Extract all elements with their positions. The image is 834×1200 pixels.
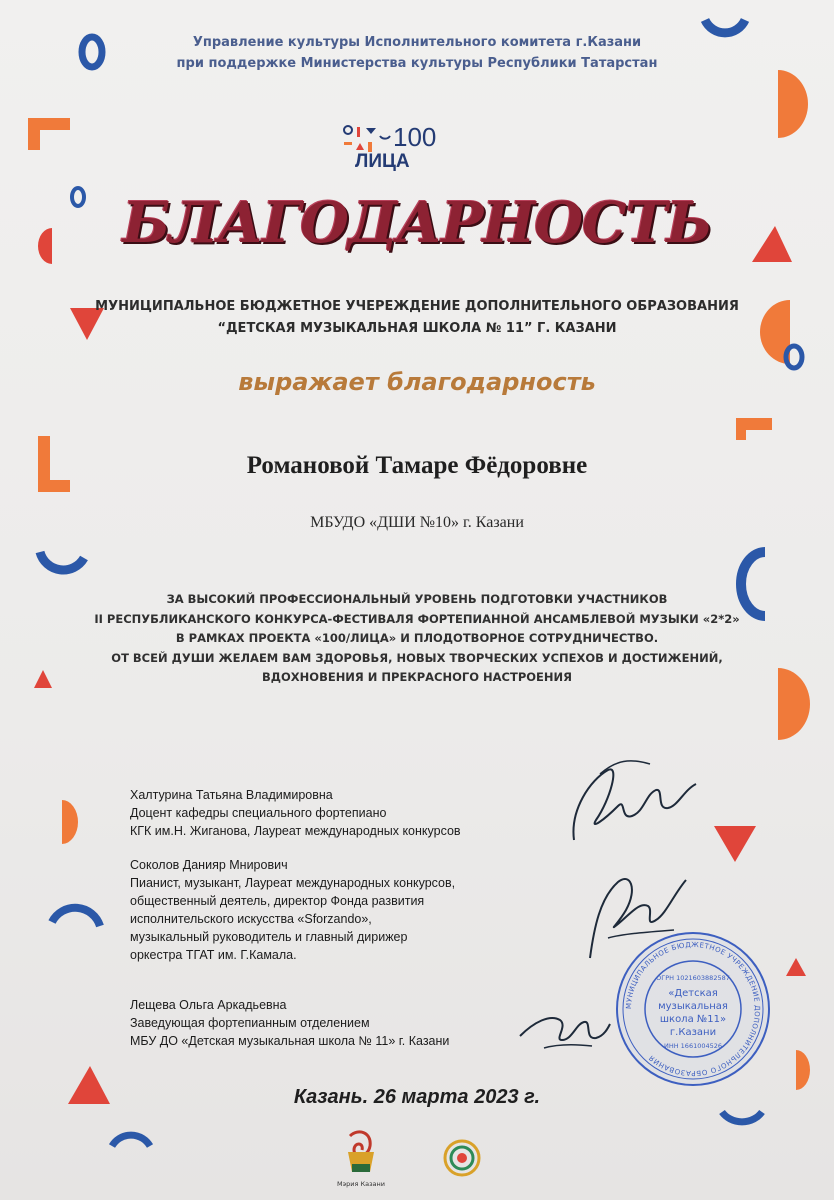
stamp-center-line: школа №11» xyxy=(659,1014,727,1025)
signatory-line: Лещева Ольга Аркадьевна xyxy=(130,998,287,1012)
body-line: ВДОХНОВЕНИЯ И ПРЕКРАСНОГО НАСТРОЕНИЯ xyxy=(262,670,572,684)
stamp-ring-text: МУНИЦИПАЛЬНОЕ БЮДЖЕТНОЕ УЧРЕЖДЕНИЕ ДОПОЛНИТЕЛЬНОГО ОБРАЗОВАНИЯ xyxy=(624,940,762,1078)
stamp-inn: ИНН 1661004526 xyxy=(663,1042,723,1050)
decor-half-disc xyxy=(62,800,78,844)
recipient-name: Романовой Тамаре Фёдоровне xyxy=(246,452,588,479)
stamp-ogrn: ОГРН 1021603882587 xyxy=(656,974,730,982)
signatory-line: Доцент кафедры специального фортепиано xyxy=(130,806,387,820)
signatory-line: Соколов Данияр Мнирович xyxy=(130,858,288,872)
decor-arc xyxy=(705,20,745,33)
city-date: Казань. 26 марта 2023 г. xyxy=(293,1086,541,1108)
signatory-2 xyxy=(130,856,455,964)
header xyxy=(0,32,834,74)
logo-word: ЛИЦА xyxy=(355,151,410,172)
decor-half-disc xyxy=(778,70,808,138)
official-stamp xyxy=(614,930,772,1088)
body-line: ЗА ВЫСОКИЙ ПРОФЕССИОНАЛЬНЫЙ УРОВЕНЬ ПОДГОТОВКИ УЧАСТНИКОВ xyxy=(166,592,668,606)
decor-triangle xyxy=(786,958,806,976)
organization-line-1: МУНИЦИПАЛЬНОЕ БЮДЖЕТНОЕ УЧЕРЕЖДЕНИЕ ДОПОЛНИТЕЛЬНОГО ОБРАЗОВАНИЯ xyxy=(95,299,739,314)
header-line-2: при поддержке Министерства культуры Республики Татарстан xyxy=(176,56,658,71)
signatory-line: Пианист, музыкант, Лауреат международных конкурсов, xyxy=(130,876,456,890)
signatory-line: МБУ ДО «Детская музыкальная школа № 11» г. Казани xyxy=(130,1034,450,1048)
stamp-center-line: музыкальная xyxy=(658,1001,728,1012)
expresses-gratitude: выражает благодарность xyxy=(238,368,596,396)
decor-half-disc xyxy=(796,1050,810,1090)
signatory-line: исполнительского искусства «Sforzando», xyxy=(130,912,372,926)
signatory-line: Халтурина Татьяна Владимировна xyxy=(130,788,333,802)
decor-arc xyxy=(40,552,84,570)
body-line: II РЕСПУБЛИКАНСКОГО КОНКУРСА-ФЕСТИВАЛЯ ФОРТЕПИАННОЙ АНСАМБЛЕВОЙ МУЗЫКИ «2*2» xyxy=(94,611,740,626)
signatory-line: оркестра ТГАТ им. Г.Камала. xyxy=(130,948,297,962)
decor-triangle xyxy=(714,826,756,862)
decor-arc xyxy=(112,1135,150,1146)
recipient-organization: МБУДО «ДШИ №10» г. Казани xyxy=(310,514,524,531)
signature-1-drawing xyxy=(560,750,710,850)
signatory-line: КГК им.Н. Жиганова, Лауреат международных конкурсов xyxy=(130,824,461,838)
organization-line-2: “ДЕТСКАЯ МУЗЫКАЛЬНАЯ ШКОЛА № 11” Г. КАЗАНИ xyxy=(217,321,617,336)
footer-logo-caption: Мэрия Казани xyxy=(336,1180,386,1188)
decor-bar xyxy=(38,480,70,492)
stamp-center-line: г.Казани xyxy=(669,1027,717,1038)
stamp-center-line: «Детская xyxy=(668,988,718,999)
header-line-1: Управление культуры Исполнительного комитета г.Казани xyxy=(192,35,642,50)
issuing-organization xyxy=(0,296,834,340)
signatory-3 xyxy=(130,996,449,1050)
kazan-mayor-emblem-icon xyxy=(336,1128,386,1190)
certificate-title: БЛАГОДАРНОСТЬ xyxy=(122,190,712,256)
music-school-logo-icon xyxy=(440,1136,484,1180)
decor-arc xyxy=(722,1112,762,1122)
logo-number: 100 xyxy=(393,122,437,152)
gratitude-text xyxy=(0,590,834,688)
body-line: ОТ ВСЕЙ ДУШИ ЖЕЛАЕМ ВАМ ЗДОРОВЬЯ, НОВЫХ ТВОРЧЕСКИХ УСПЕХОВ И ДОСТИЖЕНИЙ, xyxy=(111,650,723,665)
signatory-line: Заведующая фортепианным отделением xyxy=(130,1016,370,1030)
decor-bar xyxy=(28,118,40,150)
body-line: В РАМКАХ ПРОЕКТА «100/ЛИЦА» И ПЛОДОТВОРНОЕ СОТРУДНИЧЕСТВО. xyxy=(175,631,659,645)
decor-ring xyxy=(786,346,802,368)
signatory-1 xyxy=(130,786,461,840)
signatory-line: музыкальный руководитель и главный дирижер xyxy=(130,930,408,944)
signatory-line: общественный деятель, директор Фонда развития xyxy=(130,894,425,908)
decor-bar xyxy=(736,418,746,440)
decor-arc xyxy=(52,908,100,926)
signature-3-drawing xyxy=(514,1000,614,1060)
